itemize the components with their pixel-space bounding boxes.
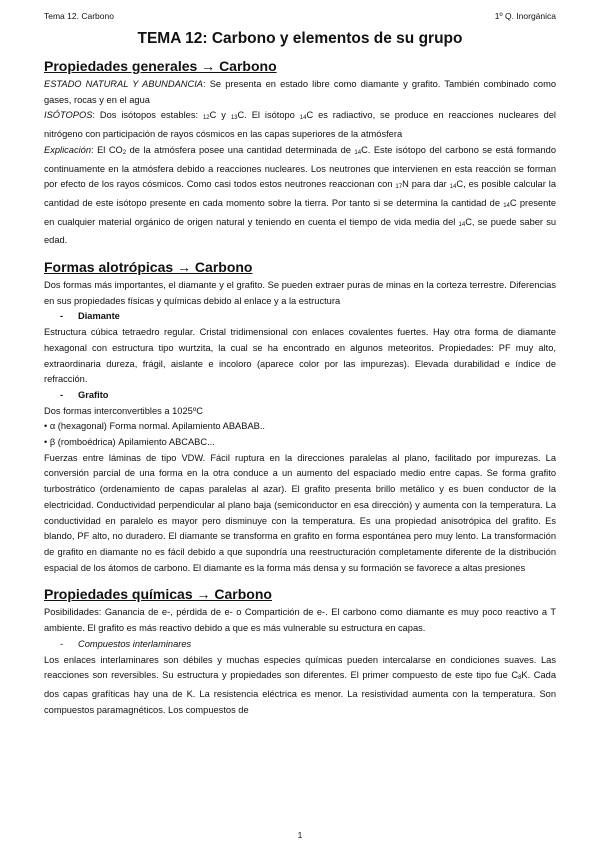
subscript: 8 (518, 675, 522, 682)
mass-number: 14 (354, 149, 362, 156)
paragraph-explicacion (44, 143, 556, 249)
running-header-right: 1º Q. Inorgánica (494, 11, 556, 21)
isotopos-text: C. El isótopo (237, 110, 300, 121)
paragraph-estado-natural (44, 77, 556, 108)
grafito-label: Grafito (78, 389, 109, 400)
explicacion-text: N para dar (402, 179, 450, 190)
mass-number: 12 (202, 115, 210, 122)
mass-number: 14 (458, 221, 466, 228)
list-dash: - (60, 311, 64, 322)
explicacion-lead: Explicación (44, 144, 92, 155)
diamante-label: Diamante (78, 311, 120, 322)
grafito-intro: Dos formas interconvertibles a 1025ºC (44, 405, 203, 416)
section-heading-propiedades-generales: Propiedades generales → Carbono (44, 58, 277, 74)
list-dash: - (60, 389, 64, 400)
explicacion-text: C. Este isótopo del carbono se está formando continuamente en la atmósfera debido a reacciones nucleares. Los neutrones que intervienen en esta reacción se forman por efecto de los rayos cósmicos. Como casi todos estos neutrones reaccionan con (44, 144, 556, 190)
mass-number: 17 (395, 184, 403, 191)
page-number: 1 (297, 830, 303, 840)
document-body (44, 29, 556, 718)
paragraph-formas-intro: Dos formas más importantes, el diamante y el grafito. Se pueden extraer puras de minas en la corteza terrestre. Diferencias en sus propiedades físicas y químicas debido al enlace y a la estructura (44, 280, 556, 306)
paragraph-grafito: Fuerzas entre láminas de tipo VDW. Fácil ruptura en la direcciones paralelas al plano, facilitado por impurezas. La conversión parcial de una forma en la otra conduce a un aumento del espaciado medio entre capas. Se forma grafito turbostrático (ordenamiento de capas paralelas al azar). El grafito presenta brillo metálico y es buen conductor de la electricidad. Conductividad perpendicular al plano baja (semiconductor en esa dirección) y aumenta con la temperatura. La conductividad en paralelo es mayor pero disminuye con la temperatura. Es una propiedad anisotrópica del grafito. Es blando, PF alto, no duradero. El diamante se transforma en grafito en forma espontánea pero muy lento. La transformación de grafito en diamante no es fácil debido a que supondría una reestructuración completamente diferente de la distribución espacial de los átomos de carbono. El diamante es la forma más densa y su formación se favorece a altas presiones (44, 452, 556, 573)
mass-number: 13 (230, 115, 238, 122)
mass-number: 14 (299, 115, 307, 122)
estado-lead: ESTADO NATURAL Y ABUNDANCIA (44, 79, 203, 89)
running-header-left: Tema 12. Carbono (44, 11, 114, 21)
grafito-beta: • β (romboédrica) Apilamiento ABCABC... (44, 437, 215, 448)
paragraph-compuestos (44, 653, 556, 719)
section-heading-propiedades-quimicas: Propiedades químicas → Carbono (44, 586, 272, 603)
mass-number: 14 (449, 184, 457, 191)
compuestos-label: Compuestos interlaminares (78, 638, 192, 649)
section-heading-formas-alotropicas: Formas alotrópicas → Carbono (44, 259, 253, 276)
compuestos-text: K. Cada dos capas grafíticas hay una de K. La resistencia eléctrica es menor. La resistividad aumenta con la temperatura. Son compuestos paramagnéticos. Los compuestos de (44, 670, 556, 715)
explicacion-text: C presente en cualquier material orgánico de origen natural y teniendo en cuenta el tiempo de vida media del (44, 197, 556, 227)
mass-number: 14 (503, 202, 510, 209)
paragraph-diamante: Estructura cúbica tetraedro regular. Cristal tridimensional con enlaces covalentes fuertes. Hay otra forma de diamante hexagonal con estructura tipo wurtzita, la cual se ha encontrado en algunos meteoritos. Propiedades: PF muy alto, extraordinaria dureza, frágil, aislante e incoloro (aparece color por las impurezas). Elevada durabilidad e índice de refracción. (44, 327, 556, 385)
page-title: TEMA 12: Carbono y elementos de su grupo (137, 30, 463, 47)
list-item-grafito (44, 388, 556, 404)
explicacion-text: C, se puede saber su edad. (44, 216, 557, 246)
isotopos-lead: ISÓTOPOS (44, 110, 93, 121)
paragraph-quimicas-intro: Posibilidades: Ganancia de e-, pérdida de e- o Compartición de e-. El carbono como diamante es muy poco reactivo a T ambiente. El grafito es más reactivo debido a que es más vulnerable su estructura en capas. (44, 607, 556, 634)
isotopos-text: C y (209, 110, 231, 121)
list-dash: - (60, 638, 64, 649)
paragraph-isotopos (44, 108, 556, 142)
list-item-diamante (44, 309, 556, 325)
isotopos-text: C es radiactivo, se produce en reacciones nucleares del nitrógeno con participación de rayos cósmicos en las capas superiores de la atmósfera (44, 110, 556, 140)
compuestos-text: Los enlaces interlaminares son débiles y muchas especies químicas pueden intercalarse en condiciones suaves. Las reacciones son reversibles. Su estructura y propiedades son diferentes. El primer compuesto de este tipo fue C (44, 654, 556, 681)
isotopos-text: : Dos isótopos estables: (92, 110, 203, 121)
subscript: 2 (122, 149, 127, 156)
grafito-alpha: • α (hexagonal) Forma normal. Apilamiento ABABAB.. (44, 421, 266, 432)
explicacion-text: C, es posible calcular la cantidad de este isótopo presente en cada momento sobre la tierra. Por tanto si se determina la cantidad de (44, 179, 557, 208)
estado-text: : Se presenta en estado libre como diamante y grafito. También combinado como gases, rocas y en el agua (44, 79, 556, 105)
explicacion-text: : El CO (91, 144, 123, 155)
list-item-compuestos-interlaminares (44, 637, 556, 653)
explicacion-text: de la atmósfera posee una cantidad determinada de (126, 144, 355, 155)
